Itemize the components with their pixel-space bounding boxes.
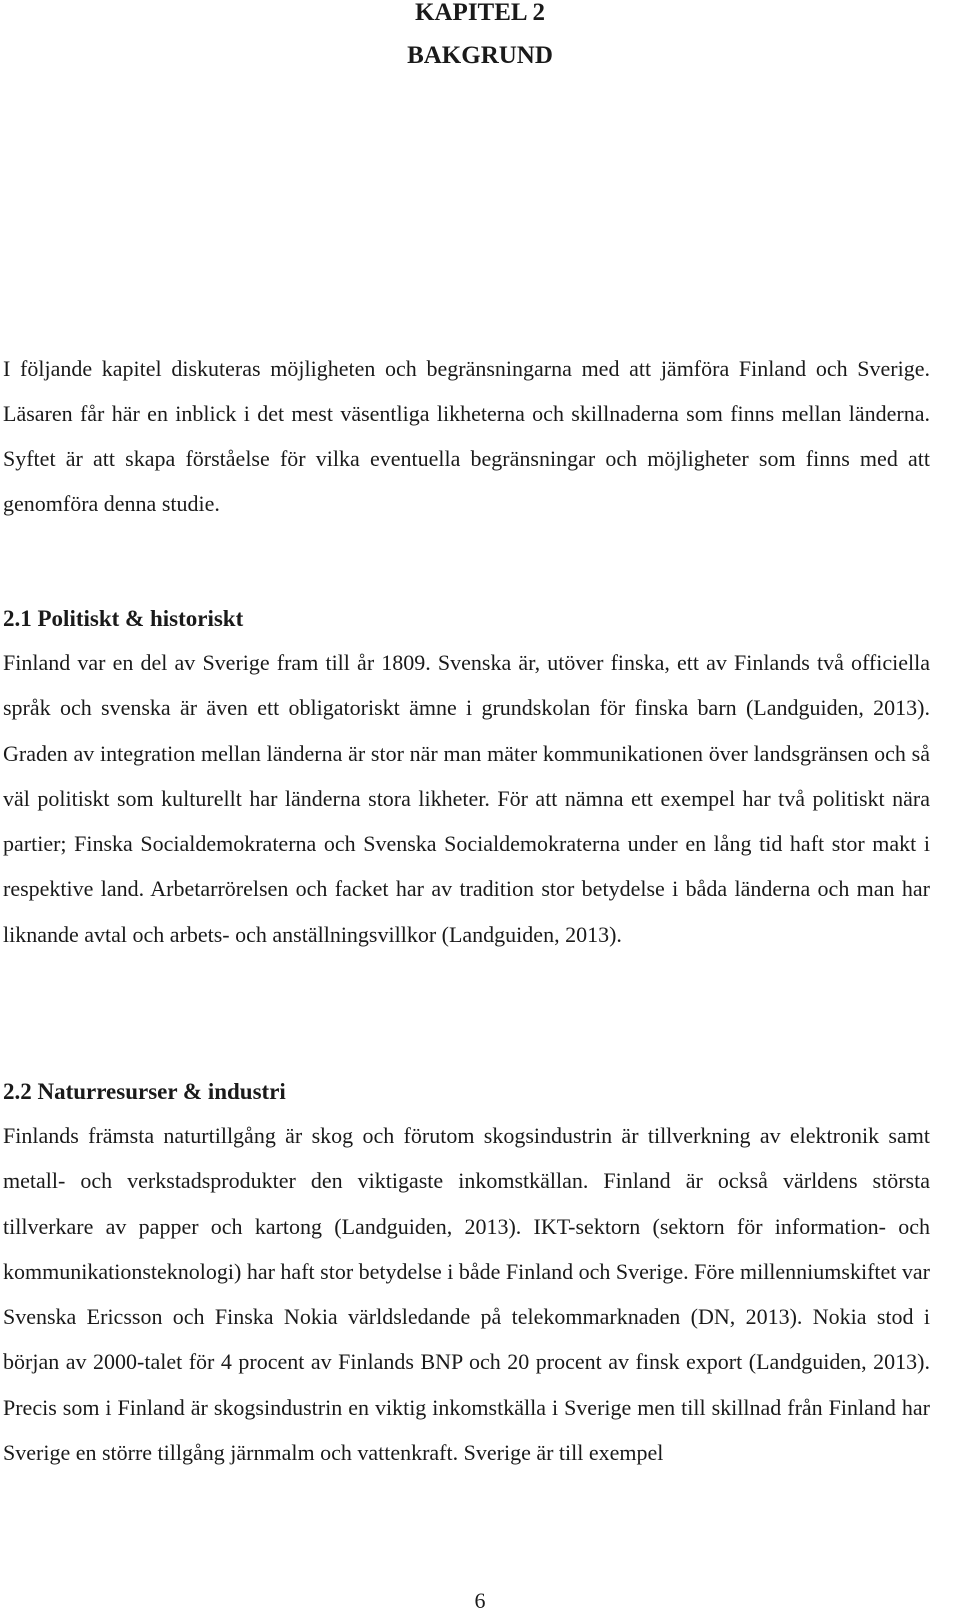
section-heading-politiskt: 2.1 Politiskt & historiskt [3, 606, 244, 631]
section-body-politiskt: Finland var en del av Sverige fram till år 1809. Svenska är, utöver finska, ett av Finlands två officiella språk och svenska är även ett obligatoriskt ämne i grundskolan för finska barn (Landguiden, 2013). Graden av integration mellan länderna är stor när man mäter kommunikationen över landsgränsen och så väl politiskt som kulturellt har länderna stora likheter. För att nämna ett exempel har två politiskt nära partier; Finska Socialdemokraterna och Svenska Socialdemokraterna under en lång tid haft stor makt i respektive land. Arbetarrörelsen och facket har av tradition stor betydelse i båda länderna och man har liknande avtal och arbets- och anställningsvillkor (Landguiden, 2013). [3, 650, 930, 947]
chapter-number: KAPITEL 2 [415, 0, 545, 26]
page-number: 6 [474, 1588, 486, 1613]
section-body-naturresurser: Finlands främsta naturtillgång är skog och förutom skogsindustrin är tillverkning av elektronik samt metall- och verkstadsprodukter den viktigaste inkomstkällan. Finland är också världens största tillverkare av papper och kartong (Landguiden, 2013). IKT-sektorn (sektorn för information- och kommunikationsteknologi) har haft stor betydelse i både Finland och Sverige. Före millenniumskiftet var Svenska Ericsson och Finska Nokia världsledande på telekommarknaden (DN, 2013). Nokia stod i början av 2000-talet för 4 procent av Finlands BNP och 20 procent av finsk export (Landguiden, 2013). Precis som i Finland är skogsindustrin en viktig inkomstkälla i Sverige men till skillnad från Finland har Sverige en större tillgång järnmalm och vattenkraft. Sverige är till exempel [3, 1123, 930, 1466]
intro-paragraph: I följande kapitel diskuteras möjligheten och begränsningarna med att jämföra Finland och Sverige. Läsaren får här en inblick i det mest väsentliga likheterna och skillnaderna som finns mellan länderna. Syftet är att skapa förståelse för vilka eventuella begränsningar och möjligheter som finns med att genomföra denna studie. [3, 356, 930, 516]
chapter-title: BAKGRUND [407, 42, 553, 69]
section-heading-naturresurser: 2.2 Naturresurser & industri [3, 1079, 286, 1104]
